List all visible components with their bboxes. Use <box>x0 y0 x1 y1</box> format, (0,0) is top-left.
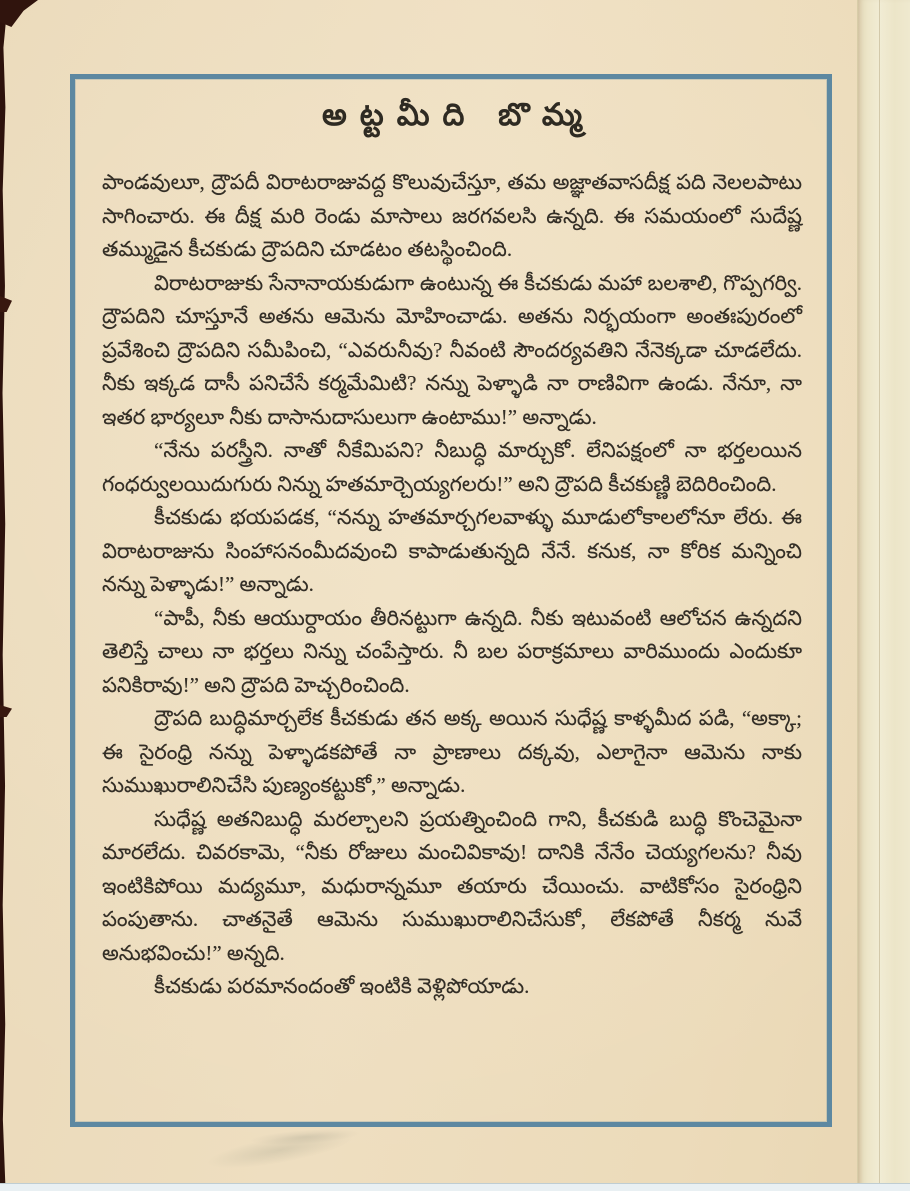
scan-edge-bottom <box>0 1183 910 1191</box>
scan-corner-blot <box>0 0 38 27</box>
story-paragraph: “పాపీ, నీకు ఆయుర్దాయం తీరినట్టుగా ఉన్నది. నీకు ఇటువంటి ఆలోచన ఉన్నదని తెలిస్తే చాలు నా భర్తలు నిన్ను చంపేస్తారు. నీ బల పరాక్రమాలు వారిముందు ఎందుకూ పనికిరావు!” అని ద్రౌపది హెచ్చరించింది. <box>102 605 802 697</box>
page-content <box>102 97 802 1004</box>
story-paragraph: సుధేష్ణ అతనిబుద్ధి మరల్చాలని ప్రయత్నించింది గాని, కీచకుడి బుద్ధి కొంచెమైనా మారలేదు. చివరకామె, “నీకు రోజులు మంచివికావు! దానికి నేనేం చెయ్యగలను? నీవు ఇంటికిపోయి మద్యమూ, మధురాన్నమూ తయారు చేయించు. వాటికోసం సైరంధ్రిని పంపుతాను. చాతనైతే ఆమెను సుముఖురాలినిచేసుకో, లేకపోతే నీకర్మ నువే అనుభవించు!” అన్నది. <box>102 806 802 965</box>
story-text <box>102 166 802 1004</box>
story-paragraph: “నేను పరస్త్రీని. నాతో నీకేమిపని? నీబుద్ధి మార్చుకో. లేనిపక్షంలో నా భర్తలయిన గంధర్వులయిదుగురు నిన్ను హతమార్చెయ్యగలరు!” అని ద్రౌపది కీచకుణ్ణి బెదిరించింది. <box>102 438 802 496</box>
story-paragraph: కీచకుడు భయపడక, “నన్ను హతమార్చగలవాళ్ళు మూడులోకాలలోనూ లేరు. ఈ విరాటరాజును సింహాసనంమీదవుంచి కాపాడుతున్నది నేనే. కనుక, నా కోరిక మన్నించి నన్ను పెళ్ళాడు!” అన్నాడు. <box>102 505 802 596</box>
story-paragraph: కీచకుడు పరమానందంతో ఇంటికి వెళ్లిపోయాడు. <box>154 974 530 998</box>
page-fold-right <box>857 0 910 1191</box>
story-paragraph: పాండవులూ, ద్రౌపదీ విరాటరాజువద్ద కొలువుచేస్తూ, తమ అజ్ఞాతవాసదీక్ష పది నెలలపాటు సాగించారు. ఈ దీక్ష మరి రెండు మాసాలు జరగవలసి ఉన్నది. ఈ సమయంలో సుదేష్ణ తమ్ముడైన కీచకుడు ద్రౌపదిని చూడటం తటస్థించింది. <box>102 170 802 261</box>
scan-edge-mark <box>0 296 12 312</box>
scan-edge-left <box>0 0 9 1191</box>
page-title: అట్టమీది బొమ్మ <box>322 97 595 132</box>
page-frame-border <box>70 74 832 1127</box>
page-fold-crease <box>879 0 880 1191</box>
story-paragraph: ద్రౌపది బుద్ధిమార్చలేక కీచకుడు తన అక్క అయిన సుధేష్ణ కాళ్ళమీద పడి, “అక్కా; ఈ సైరంధ్రి నన్ను పెళ్ళాడకపోతే నా ప్రాణాలు దక్కవు, ఎలాగైనా ఆమెను నాకు సుముఖురాలినిచేసి పుణ్యంకట్టుకో,” అన్నాడు. <box>102 706 802 797</box>
scan-edge-mark <box>0 705 12 717</box>
story-paragraph: విరాటరాజుకు సేనానాయకుడుగా ఉంటున్న ఈ కీచకుడు మహా బలశాలి, గొప్పగర్వి. ద్రౌపదిని చూస్తూనే అతను ఆమెను మోహించాడు. అతను నిర్భయంగా అంతఃపురంలో ప్రవేశించి ద్రౌపదిని సమీపించి, “ఎవరునీవు? నీవంటి సౌందర్యవతిని నేనెక్కడా చూడలేదు. నీకు ఇక్కడ దాసీ పనిచేసే కర్మమేమిటి? నన్ను పెళ్ళాడి నా రాణివిగా ఉండు. నేనూ, నా ఇతర భార్యలూ నీకు దాసానుదాసులుగా ఉంటాము!” అన్నాడు. <box>102 270 802 429</box>
